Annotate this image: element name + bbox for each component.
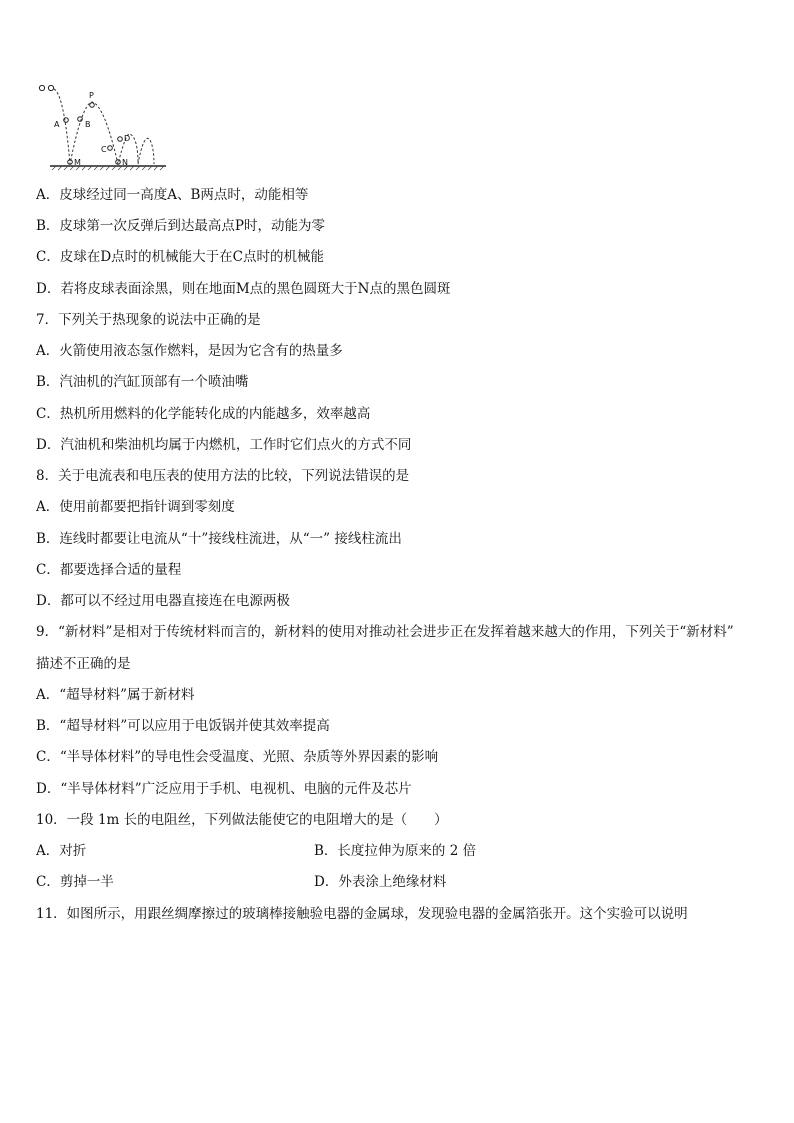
bouncing-ball-figure [34,82,174,174]
ball-c [108,146,113,151]
q8-option-d: D．都可以不经过用电器直接连在电源两极 [36,593,290,609]
q9-option-a: A．“超导材料”属于新材料 [36,687,195,703]
q7-option-c: C．热机所用燃料的化学能转化成的内能越多，效率越高 [36,406,371,422]
q8-option-b: B．连线时都要让电流从“十”接线柱流进，从“一” 接线柱流出 [36,531,402,547]
label-n: N [122,158,128,167]
label-p: P [89,91,94,100]
q7-option-b: B．汽油机的汽缸顶部有一个喷油嘴 [36,374,249,390]
label-c: C [101,145,107,154]
ball-start-1 [39,85,44,90]
q8-stem: 8．关于电流表和电压表的使用方法的比较，下列说法错误的是 [36,468,410,484]
ball-start-2 [48,85,53,90]
bouncing-ball-diagram [34,82,174,174]
q7-option-a: A．火箭使用液态氢作燃料，是因为它含有的热量多 [36,343,343,359]
ball-d [118,137,123,142]
q7-stem: 7．下列关于热现象的说法中正确的是 [36,312,261,328]
q10-stem: 10．一段 1m 长的电阻丝，下列做法能使它的电阻增大的是（ ） [36,812,448,828]
q8-option-a: A．使用前都要把指针调到零刻度 [36,499,235,515]
q10-option-a: A．对折 [36,843,87,859]
q9-stem-line2: 描述不正确的是 [36,656,131,672]
q10-option-c: C．剪掉一半 [36,874,114,890]
label-b: B [85,120,91,129]
q9-stem-line1: 9．“新材料”是相对于传统材料而言的，新材料的使用对推动社会进步正在发挥着越来越大的作用，下列关于“新材料” [36,624,734,640]
q9-option-c: C．“半导体材料”的导电性会受温度、光照、杂质等外界因素的影响 [36,749,439,765]
ball-b [78,117,83,122]
label-m: M [74,158,81,167]
label-a: A [54,120,60,129]
q11-stem: 11．如图所示，用跟丝绸摩擦过的玻璃棒接触验电器的金属球，发现验电器的金属箔张开。这个实验可以说明 [36,906,688,922]
q10-option-d: D．外表涂上绝缘材料 [314,874,447,890]
q7-option-d: D．汽油机和柴油机均属于内燃机，工作时它们点火的方式不同 [36,437,412,453]
q8-option-c: C．都要选择合适的量程 [36,562,182,578]
ball-p [90,103,95,108]
q9-option-b: B．“超导材料”可以应用于电饭锅并使其效率提高 [36,718,330,734]
q6-option-d: D．若将皮球表面涂黑，则在地面M点的黑色圆斑大于N点的黑色圆斑 [36,281,451,297]
q6-option-c: C．皮球在D点时的机械能大于在C点时的机械能 [36,249,324,265]
q6-option-a: A．皮球经过同一高度A、B两点时，动能相等 [36,187,309,203]
q6-option-b: B．皮球第一次反弹后到达最高点P时，动能为零 [36,218,326,234]
label-d: D [124,134,131,143]
q9-option-d: D．“半导体材料”广泛应用于手机、电视机、电脑的元件及芯片 [36,781,412,797]
q10-option-b: B．长度拉伸为原来的 2 倍 [314,843,477,859]
